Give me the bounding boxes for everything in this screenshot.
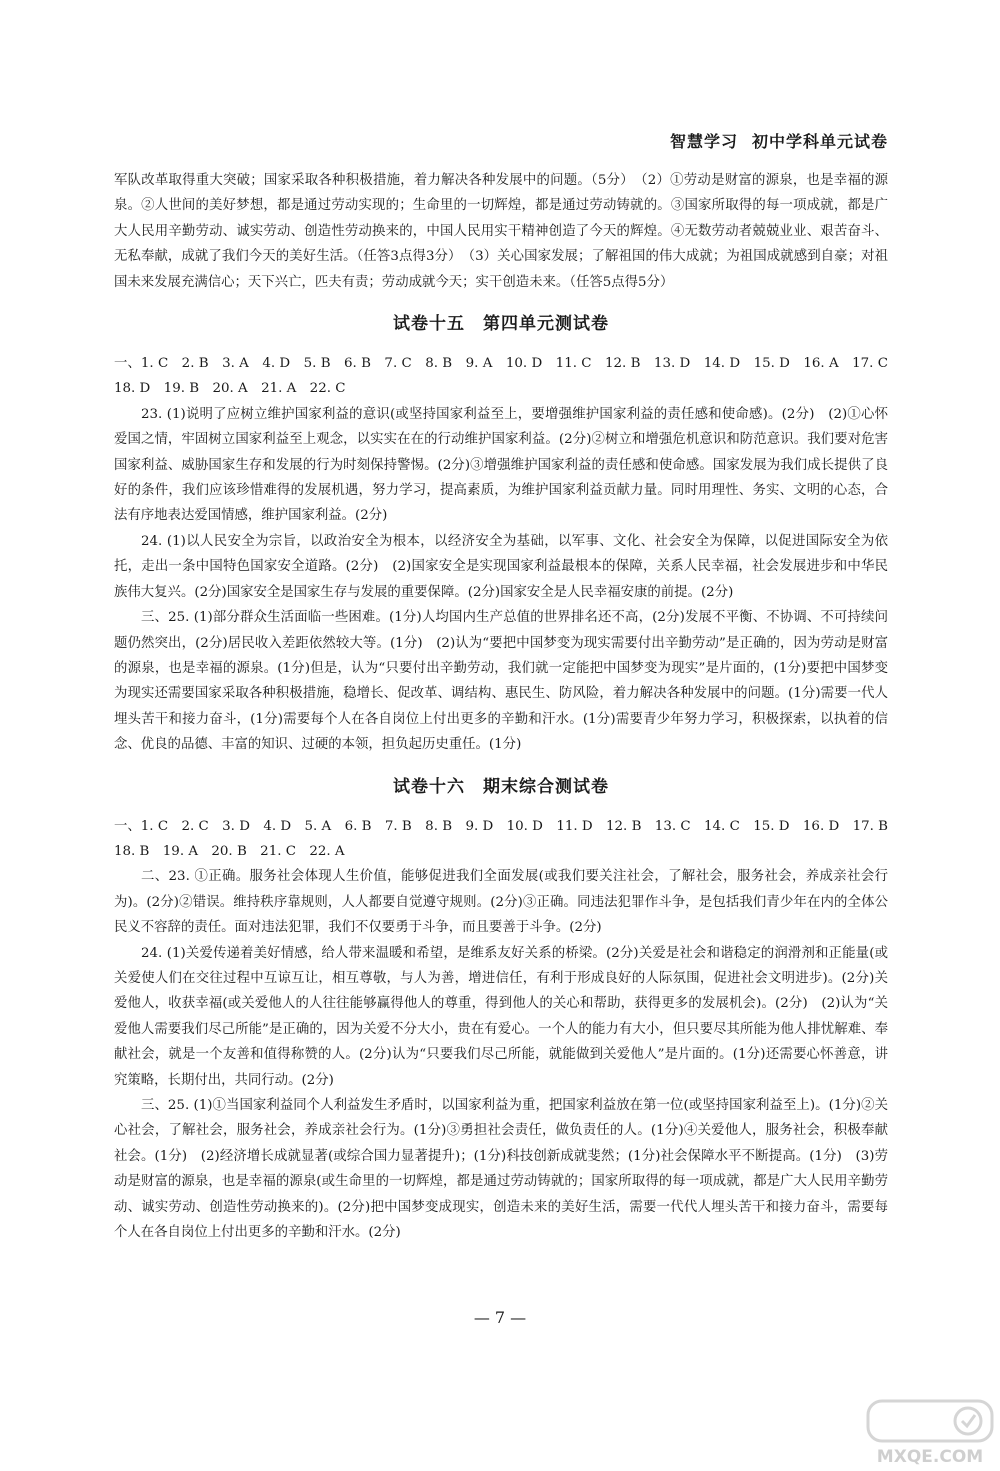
watermark-logo	[860, 1395, 1000, 1471]
section-name: 第四单元测试卷	[483, 314, 609, 335]
page-number: — 7 —	[473, 1308, 527, 1327]
section-heading-15	[114, 311, 888, 337]
watermark-logo-icon	[860, 1395, 1000, 1451]
mc-answers: 一、1. C 2. B 3. A 4. D 5. B 6. B 7. C 8. B 9. A 10. D 11. C 12. B 13. D 14. D 15. D 16. A 17. C 18. D 19. B 20. A 21. A 22. C	[114, 356, 902, 397]
header-title: 初中学科单元试卷	[751, 132, 888, 151]
section-name: 期末综合测试卷	[483, 776, 609, 797]
answer-paragraph: 二、23. ①正确。服务社会体现人生价值，能够促进我们全面发展(或我们要关注社会，了解社会，服务社会，养成亲社会行为)。(2分)②错误。维持秩序靠规则，人人都要自觉遵守规则。(2分)③正确。同违法犯罪作斗争，是包括我们青少年在内的全体公民义不容辞的责任。面对违法犯罪，我们不仅要勇于斗争，而且要善于斗争。(2分)	[114, 869, 888, 936]
answer-paragraph: 23. (1)说明了应树立维护国家利益的意识(或坚持国家利益至上，要增强维护国家利益的责任感和使命感)。(2分) (2)①心怀爱国之情，牢固树立国家利益至上观念，以实实在在的行动维护国家利益。(2分)②树立和增强危机意识和防范意识。我们要对危害国家利益、威胁国家生存和发展的行为时刻保持警惕。(2分)③增强维护国家利益的责任感和使命感。国家发展为我们成长提供了良好的条件，我们应该珍惜难得的发展机遇，努力学习，提高素质，为维护国家利益贡献力量。同时用理性、务实、文明的心态，合法有序地表达爱国情感，维护国家利益。(2分)	[114, 406, 888, 524]
answer-paragraph: 24. (1)关爱传递着美好情感，给人带来温暖和希望，是维系友好关系的桥梁。(2分)关爱是社会和谐稳定的润滑剂和正能量(或关爱使人们在交往过程中互谅互让，相互尊敬，与人为善，增进信任，有利于形成良好的人际氛围，促进社会文明进步)。(2分)关爱他人，收获幸福(或关爱他人的人往往能够赢得他人的尊重，得到他人的关心和帮助，获得更多的发展机会)。(2分) (2)认为“关爱他人需要我们尽己所能”是正确的，因为关爱不分大小，贵在有爱心。一个人的能力有大小，但只要尽其所能为他人排忧解难、奉献社会，就是一个友善和值得称赞的人。(2分)认为“只要我们尽己所能，就能做到关爱他人”是片面的。(1分)还需要心怀善意，讲究策略，长期付出，共同行动。(2分)	[114, 945, 888, 1088]
answer-paragraph: 三、25. (1)部分群众生活面临一些困难。(1分)人均国内生产总值的世界排名还不高，(2分)发展不平衡、不协调、不可持续问题仍然突出，(2分)居民收入差距依然较大等。(1分) (2)认为“要把中国梦变为现实需要付出辛勤劳动”是正确的，因为劳动是财富的源泉，也是幸福的源泉。(1分)但是，认为“只要付出辛勤劳动，我们就一定能把中国梦变为现实”是片面的，(1分)要把中国梦变为现实还需要国家采取各种积极措施，稳增长、促改革、调结构、惠民生、防风险，着力解决各种发展中的问题。(1分)需要一代人埋头苦干和接力奋斗，(1分)需要每个人在各自岗位上付出更多的辛勤和汗水。(1分)需要青少年努力学习，积极探索，以执着的信念、优良的品德、丰富的知识、过硬的本领，担负起历史重任。(1分)	[114, 610, 888, 753]
mc-answers: 一、1. C 2. C 3. D 4. D 5. A 6. B 7. B 8. B 9. D 10. D 11. D 12. B 13. C 14. C 15. D 16. D 17. B 18. B 19. A 20. B 21. C 22. A	[114, 818, 902, 859]
answer-paragraph: 24. (1)以人民安全为宗旨，以政治安全为根本，以经济安全为基础，以军事、文化、社会安全为保障，以促进国际安全为依托，走出一条中国特色国家安全道路。(2分) (2)国家安全是实现国家利益最根本的保障，关系人民幸福，社会发展进步和中华民族伟大复兴。(2分)国家安全是国家生存与发展的重要保障。(2分)国家安全是人民幸福安康的前提。(2分)	[114, 533, 888, 600]
answer-content	[114, 168, 902, 1245]
continued-answer-paragraph: 军队改革取得重大突破；国家采取各种积极措施，着力解决各种发展中的问题。（5分） （2）①劳动是财富的源泉，也是幸福的源泉。②人世间的美好梦想，都是通过劳动实现的；生命里的一切辉煌，都是通过劳动铸就的。③国家所取得的每一项成就，都是广大人民用辛勤劳动、诚实劳动、创造性劳动换来的，中国人民用实干精神创造了今天的辉煌。④无数劳动者兢兢业业、艰苦奋斗、无私奉献，成就了我们今天的美好生活。（任答3点得3分） （3）关心国家发展；了解祖国的伟大成就；为祖国成就感到自豪；对祖国未来发展充满信心；天下兴亡，匹夫有责；劳动成就今天；实干创造未来。（任答5点得5分）	[114, 173, 888, 290]
section-number: 试卷十六	[393, 776, 465, 797]
header-brand: 智慧学习	[669, 132, 738, 151]
answer-paragraph: 三、25. (1)①当国家利益同个人利益发生矛盾时，以国家利益为重，把国家利益放在第一位(或坚持国家利益至上)。(1分)②关心社会，了解社会，服务社会，养成亲社会行为。(1分)③勇担社会责任，做负责任的人。(1分)④关爱他人，服务社会，积极奉献社会。(1分) (2)经济增长成就显著(或综合国力显著提升)；(1分)科技创新成就斐然；(1分)社会保障水平不断提高。(1分) (3)劳动是财富的源泉，也是幸福的源泉(或生命里的一切辉煌，都是通过劳动铸就的；国家所取得的每一项成就，都是广大人民用辛勤劳动、诚实劳动、创造性劳动换来的)。(2分)把中国梦变成现实，创造未来的美好生活，需要一代代人埋头苦干和接力奋斗，需要每个人在各自岗位上付出更多的辛勤和汗水。(2分)	[114, 1098, 888, 1241]
section-heading-16	[114, 774, 888, 800]
section-number: 试卷十五	[393, 314, 465, 335]
running-header	[0, 129, 888, 152]
watermark-text: MXQE.COM	[876, 1447, 984, 1467]
